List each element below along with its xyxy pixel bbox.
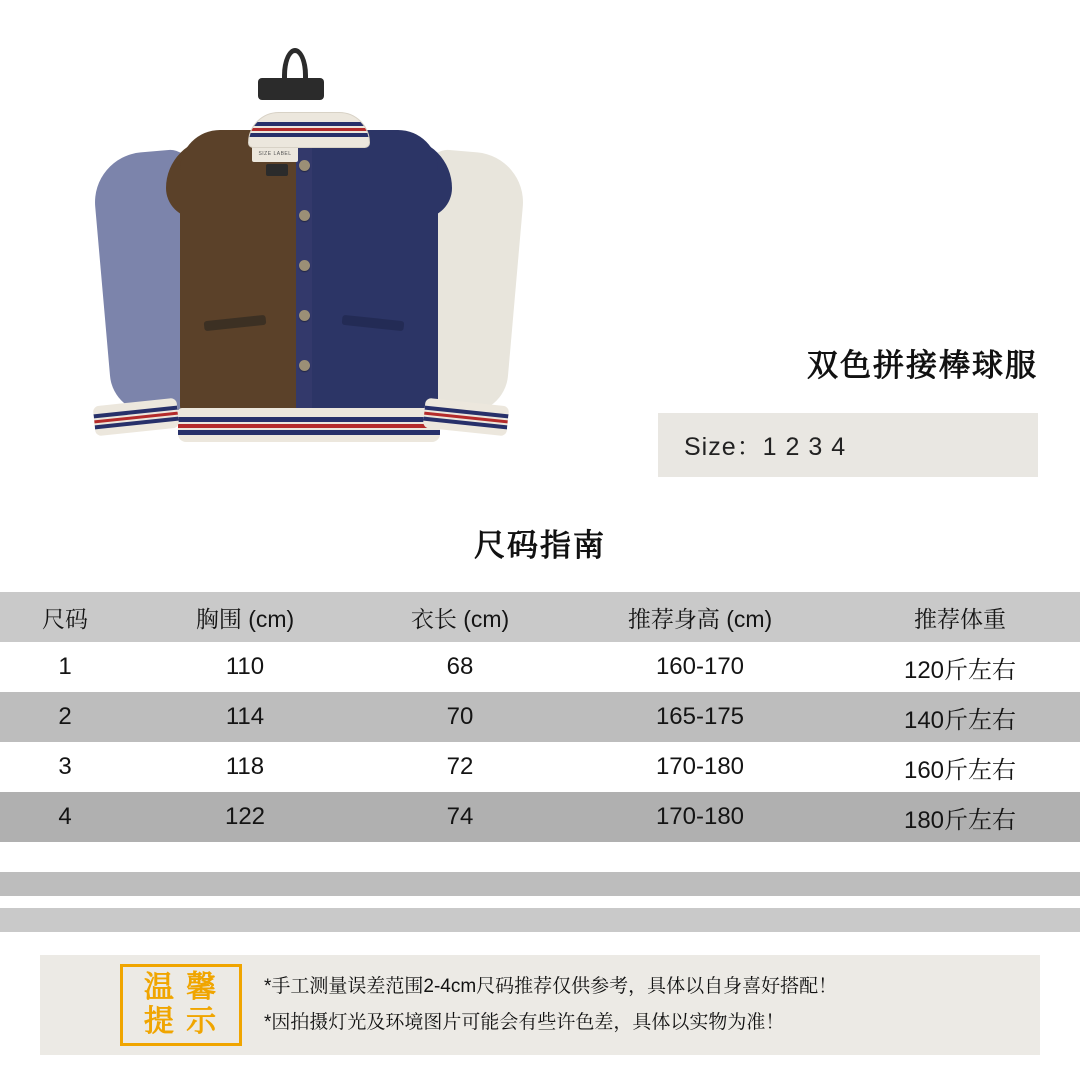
notice-badge-line2: 提 示 xyxy=(143,1005,219,1038)
jacket-button xyxy=(299,360,310,371)
jacket-button xyxy=(299,160,310,171)
cell-height: 160-170 xyxy=(655,653,745,680)
cell-length: 68 xyxy=(446,653,474,680)
size-guide-table xyxy=(0,592,1080,842)
cell-weight: 140斤左右 xyxy=(903,706,1017,734)
cell-height: 170-180 xyxy=(655,803,745,830)
cell-length: 74 xyxy=(446,803,474,830)
size-values: 1 2 3 4 xyxy=(762,433,847,461)
jacket-button xyxy=(299,260,310,271)
column-header-weight: 推荐体重 xyxy=(840,592,1080,642)
notice-badge-line1: 温 馨 xyxy=(143,971,219,1004)
collar-stripe-navy xyxy=(249,133,369,137)
jacket-inner-label: SIZE LABEL xyxy=(252,146,298,162)
jacket-torso-left-panel xyxy=(180,130,310,420)
size-label: Size： xyxy=(684,433,763,461)
jacket-hem-rib xyxy=(178,408,440,442)
column-header-height: 推荐身高 (cm) xyxy=(560,592,840,642)
notice-line-1: *手工测量误差范围2-4cm尺码推荐仅供参考，具体以自身喜好搭配！ xyxy=(264,976,838,997)
collar-stripe-red xyxy=(249,128,369,131)
cell-chest: 122 xyxy=(224,803,266,830)
size-options-bar xyxy=(658,413,1038,477)
table-row xyxy=(0,692,1080,742)
cell-size: 1 xyxy=(58,653,72,680)
size-guide-heading: 尺码指南 xyxy=(474,528,606,563)
jacket-torso-right-panel xyxy=(308,130,438,420)
table-header-row xyxy=(0,592,1080,642)
cell-size: 3 xyxy=(58,753,72,780)
table-row xyxy=(0,742,1080,792)
cell-weight: 120斤左右 xyxy=(903,656,1017,684)
jacket-brand-patch xyxy=(266,164,288,176)
cell-chest: 110 xyxy=(225,653,265,680)
notice-badge xyxy=(120,964,242,1046)
column-header-length: 衣长 (cm) xyxy=(360,592,560,642)
table-header xyxy=(0,592,1080,642)
cell-size: 2 xyxy=(58,703,72,730)
hem-stripe-navy xyxy=(178,417,440,422)
notice-line-2: *因拍摄灯光及环境图片可能会有些许色差，具体以实物为准！ xyxy=(264,1012,785,1033)
notice-box xyxy=(40,955,1040,1055)
jacket-button xyxy=(299,310,310,321)
cell-length: 72 xyxy=(446,753,474,780)
table-body xyxy=(0,642,1080,842)
cell-weight: 160斤左右 xyxy=(903,756,1017,784)
jacket-button xyxy=(299,210,310,221)
cell-weight: 180斤左右 xyxy=(903,806,1017,834)
cell-chest: 114 xyxy=(225,703,265,730)
product-title-block xyxy=(518,340,1038,477)
jacket-button-placket xyxy=(296,138,312,416)
column-header-chest: 胸围 (cm) xyxy=(130,592,360,642)
divider-band xyxy=(0,872,1080,896)
cell-length: 70 xyxy=(446,703,474,730)
collar-stripe-navy xyxy=(249,122,369,126)
table-row xyxy=(0,642,1080,692)
cell-chest: 118 xyxy=(225,753,265,780)
jacket-left-cuff xyxy=(93,398,180,437)
cell-height: 165-175 xyxy=(655,703,745,730)
cell-size: 4 xyxy=(58,803,72,830)
divider-band xyxy=(0,908,1080,932)
product-title: 双色拼接棒球服 xyxy=(807,348,1038,383)
cell-height: 170-180 xyxy=(655,753,745,780)
column-header-size: 尺码 xyxy=(0,592,130,642)
jacket-collar-rib xyxy=(248,112,370,148)
hem-stripe-navy xyxy=(178,430,440,435)
notice-text xyxy=(264,969,837,1041)
hem-stripe-red xyxy=(178,424,440,428)
table-row xyxy=(0,792,1080,842)
